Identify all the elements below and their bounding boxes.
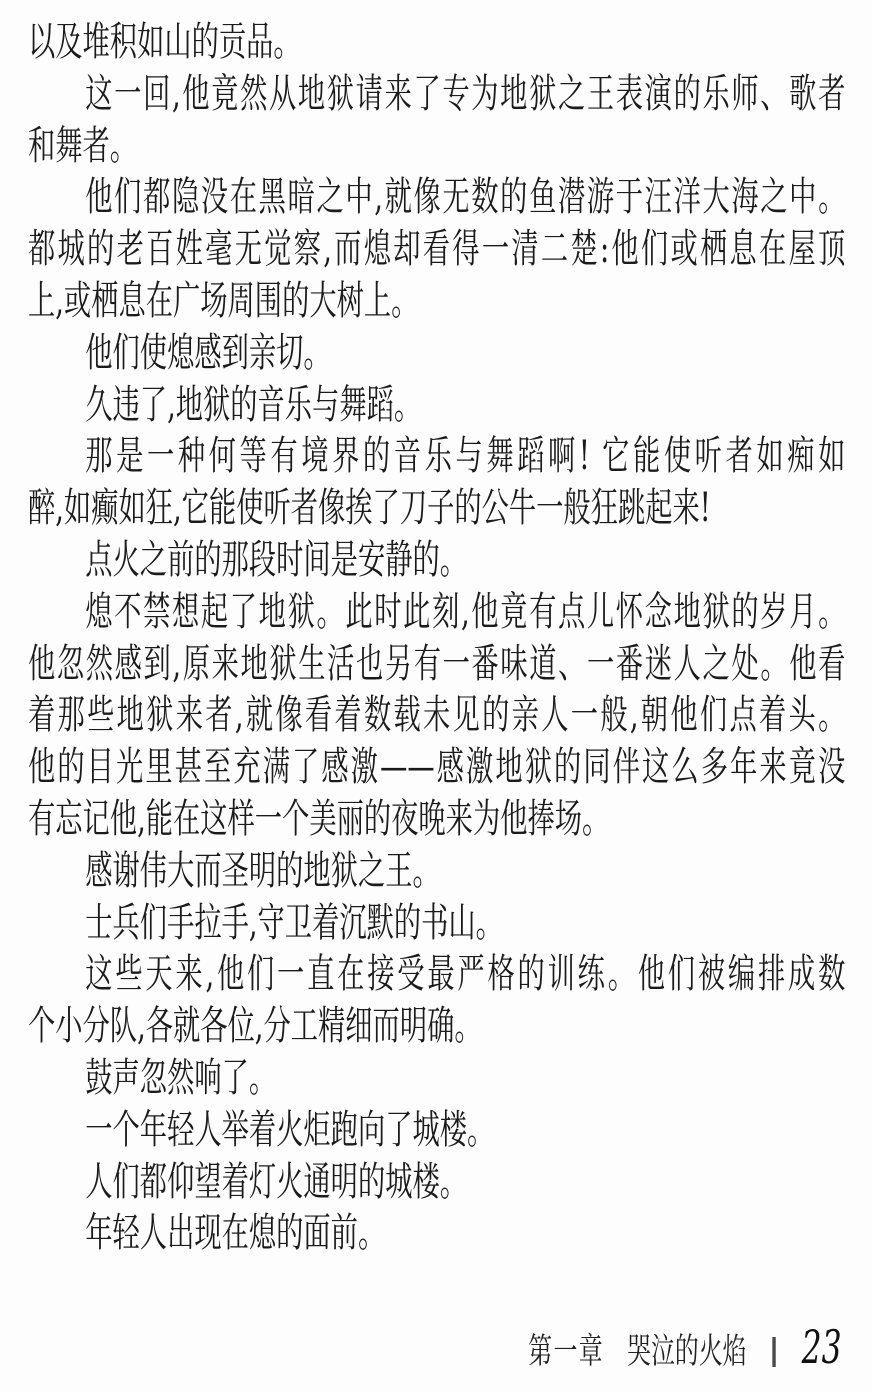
footer-separator-bar — [773, 1337, 776, 1367]
text-line: 他忽然感到,原来地狱生活也另有一番味道、一番迷人之处。他看 — [28, 640, 846, 687]
text-line: 点火之前的那段时间是安静的。 — [85, 536, 468, 583]
text-line: 人们都仰望着灯火通明的城楼。 — [85, 1158, 468, 1205]
text-line: 士兵们手拉手,守卫着沉默的书山。 — [85, 899, 503, 946]
text-line: 那是一种何等有境界的音乐与舞蹈啊! 它能使听者如痴如 — [85, 433, 846, 480]
text-line: 一个年轻人举着火炬跑向了城楼。 — [85, 1106, 495, 1153]
text-line: 上,或栖息在广场周围的大树上。 — [28, 277, 419, 324]
text-line: 以及堆积如山的贡品。 — [28, 19, 301, 65]
text-line: 这一回,他竟然从地狱请来了专为地狱之王表演的乐师、歌者 — [85, 70, 846, 117]
text-line: 他们都隐没在黑暗之中,就像无数的鱼潜游于汪洋大海之中。 — [85, 174, 846, 221]
text-line: 年轻人出现在熄的面前。 — [85, 1210, 386, 1257]
text-line: 个小分队,各就各位,分工精细而明确。 — [28, 1003, 482, 1050]
text-line: 着那些地狱来者,就像看着数载未见的亲人一般,朝他们点着头。 — [28, 692, 846, 739]
text-line: 这些天来,他们一直在接受最严格的训练。他们被编排成数 — [85, 951, 846, 998]
page-text — [28, 17, 845, 1260]
text-line: 都城的老百姓毫无觉察,而熄却看得一清二楚:他们或栖息在屋顶 — [28, 226, 846, 273]
chapter-label: 第一章 — [528, 1332, 605, 1372]
text-line: 熄不禁想起了地狱。此时此刻,他竟有点儿怀念地狱的岁月。 — [85, 588, 846, 635]
page-number: 23 — [802, 1320, 842, 1374]
text-line: 醉,如癫如狂,它能使听者像挨了刀子的公牛一般狂跳起来! — [28, 485, 711, 532]
text-line: 他的目光里甚至充满了感激——感激地狱的同伴这么多年来竟没 — [28, 744, 846, 791]
text-line: 感谢伟大而圣明的地狱之王。 — [85, 847, 440, 894]
chapter-title: 哭泣的火焰 — [627, 1332, 747, 1372]
text-line: 和舞者。 — [28, 122, 138, 169]
page-footer — [529, 1322, 842, 1377]
text-line: 他们使熄感到亲切。 — [85, 329, 331, 376]
text-line: 鼓声忽然响了。 — [85, 1054, 277, 1101]
text-line: 久违了,地狱的音乐与舞蹈。 — [85, 381, 422, 428]
text-line: 有忘记他,能在这样一个美丽的夜晚来为他捧场。 — [28, 795, 610, 842]
